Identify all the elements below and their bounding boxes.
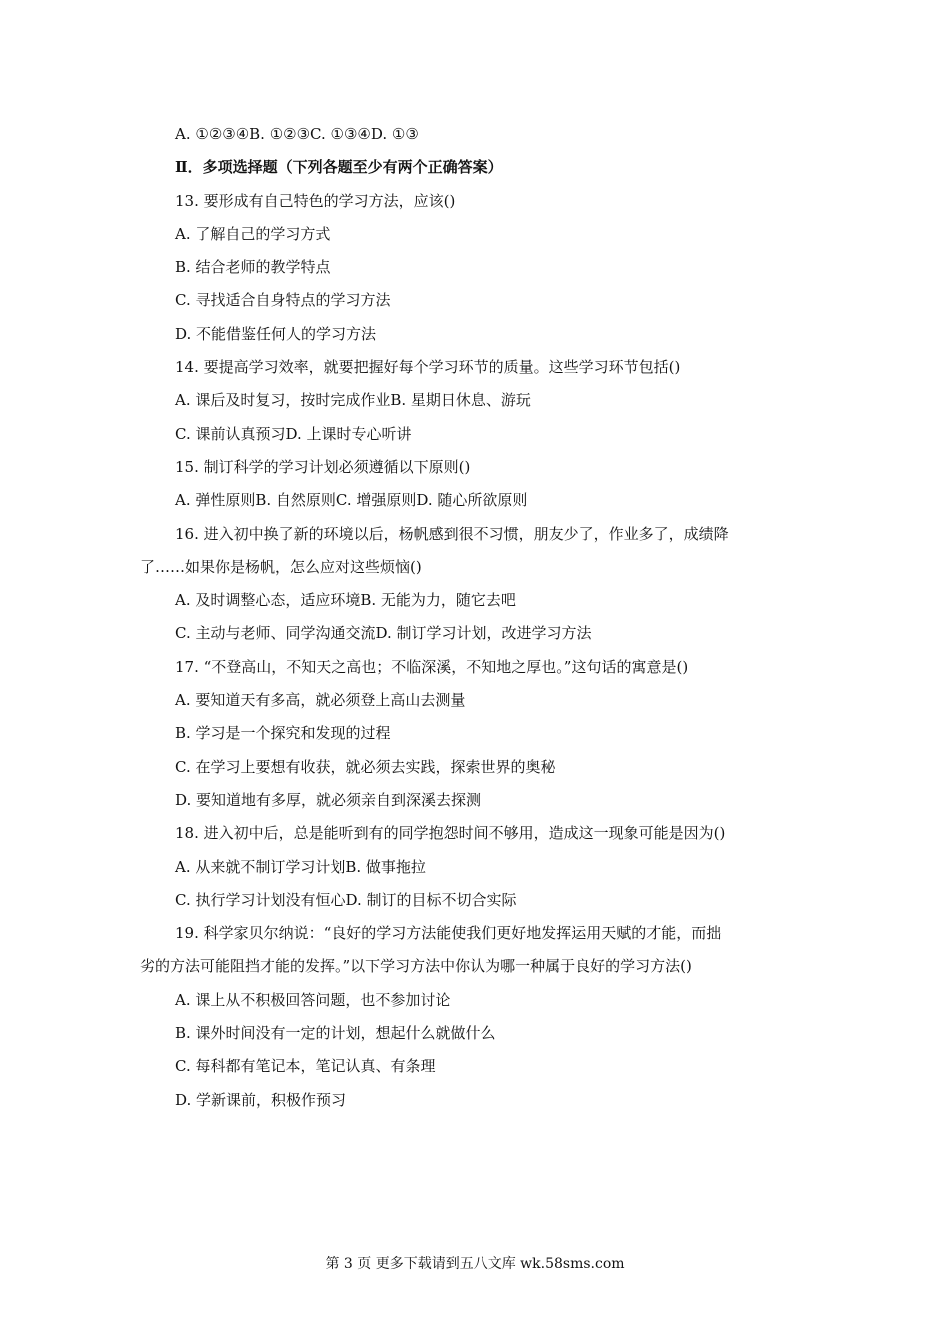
- option-line: A. 从来就不制订学习计划B. 做事拖拉: [175, 857, 426, 876]
- option-line: A. 了解自己的学习方式: [175, 224, 331, 243]
- option-line: C. 课前认真预习D. 上课时专心听讲: [175, 424, 412, 443]
- option-line: C. 寻找适合自身特点的学习方法: [175, 291, 391, 310]
- option-line: D. 不能借鉴任何人的学习方法: [175, 324, 377, 343]
- question-14: 14. 要提高学习效率，就要把握好每个学习环节的质量。这些学习环节包括(): [175, 358, 681, 377]
- option-line: D. 要知道地有多厚，就必须亲自到深溪去探测: [175, 790, 482, 809]
- question-19-continued: 劣的方法可能阻挡才能的发挥。”以下学习方法中你认为哪一种属于良好的学习方法(): [140, 957, 692, 976]
- question-16: 16. 进入初中换了新的环境以后，杨帆感到很不习惯，朋友少了，作业多了，成绩降: [175, 524, 729, 543]
- option-line: C. 每科都有笔记本，笔记认真、有条理: [175, 1057, 436, 1076]
- option-line: A. 要知道天有多高，就必须登上高山去测量: [175, 691, 466, 710]
- text-line: A. ①②③④B. ①②③C. ①③④D. ①③: [175, 125, 419, 143]
- question-15: 15. 制订科学的学习计划必须遵循以下原则(): [175, 457, 471, 476]
- question-18: 18. 进入初中后，总是能听到有的同学抱怨时间不够用，造成这一现象可能是因为(): [175, 824, 726, 843]
- option-line: C. 主动与老师、同学沟通交流D. 制订学习计划，改进学习方法: [175, 624, 592, 643]
- page-footer: 第 3 页 更多下载请到五八文库 wk.58sms.com: [325, 1256, 625, 1272]
- question-17: 17. “不登高山，不知天之高也；不临深溪，不知地之厚也。”这句话的寓意是(): [175, 657, 689, 676]
- question-19: 19. 科学家贝尔纳说：“良好的学习方法能使我们更好地发挥运用天赋的才能，而拙: [175, 924, 722, 943]
- option-line: A. 弹性原则B. 自然原则C. 增强原则D. 随心所欲原则: [175, 491, 528, 510]
- option-line: A. 及时调整心态，适应环境B. 无能为力，随它去吧: [175, 591, 516, 610]
- option-line: C. 在学习上要想有收获，就必须去实践，探索世界的奥秘: [175, 757, 556, 776]
- question-16-continued: 了……如果你是杨帆，怎么应对这些烦恼(): [140, 557, 422, 576]
- option-line: A. 课上从不积极回答问题，也不参加讨论: [175, 990, 451, 1009]
- option-line: B. 结合老师的教学特点: [175, 258, 331, 277]
- option-line: B. 课外时间没有一定的计划，想起什么就做什么: [175, 1024, 496, 1043]
- option-line: B. 学习是一个探究和发现的过程: [175, 724, 391, 743]
- document-body: [140, 118, 830, 1117]
- option-line: C. 执行学习计划没有恒心D. 制订的目标不切合实际: [175, 890, 517, 909]
- option-line: A. 课后及时复习，按时完成作业B. 星期日休息、游玩: [175, 391, 531, 410]
- question-13: 13. 要形成有自己特色的学习方法，应该(): [175, 191, 456, 210]
- section-heading: Ⅱ．多项选择题（下列各题至少有两个正确答案）: [175, 158, 503, 177]
- option-line: D. 学新课前，积极作预习: [175, 1090, 347, 1109]
